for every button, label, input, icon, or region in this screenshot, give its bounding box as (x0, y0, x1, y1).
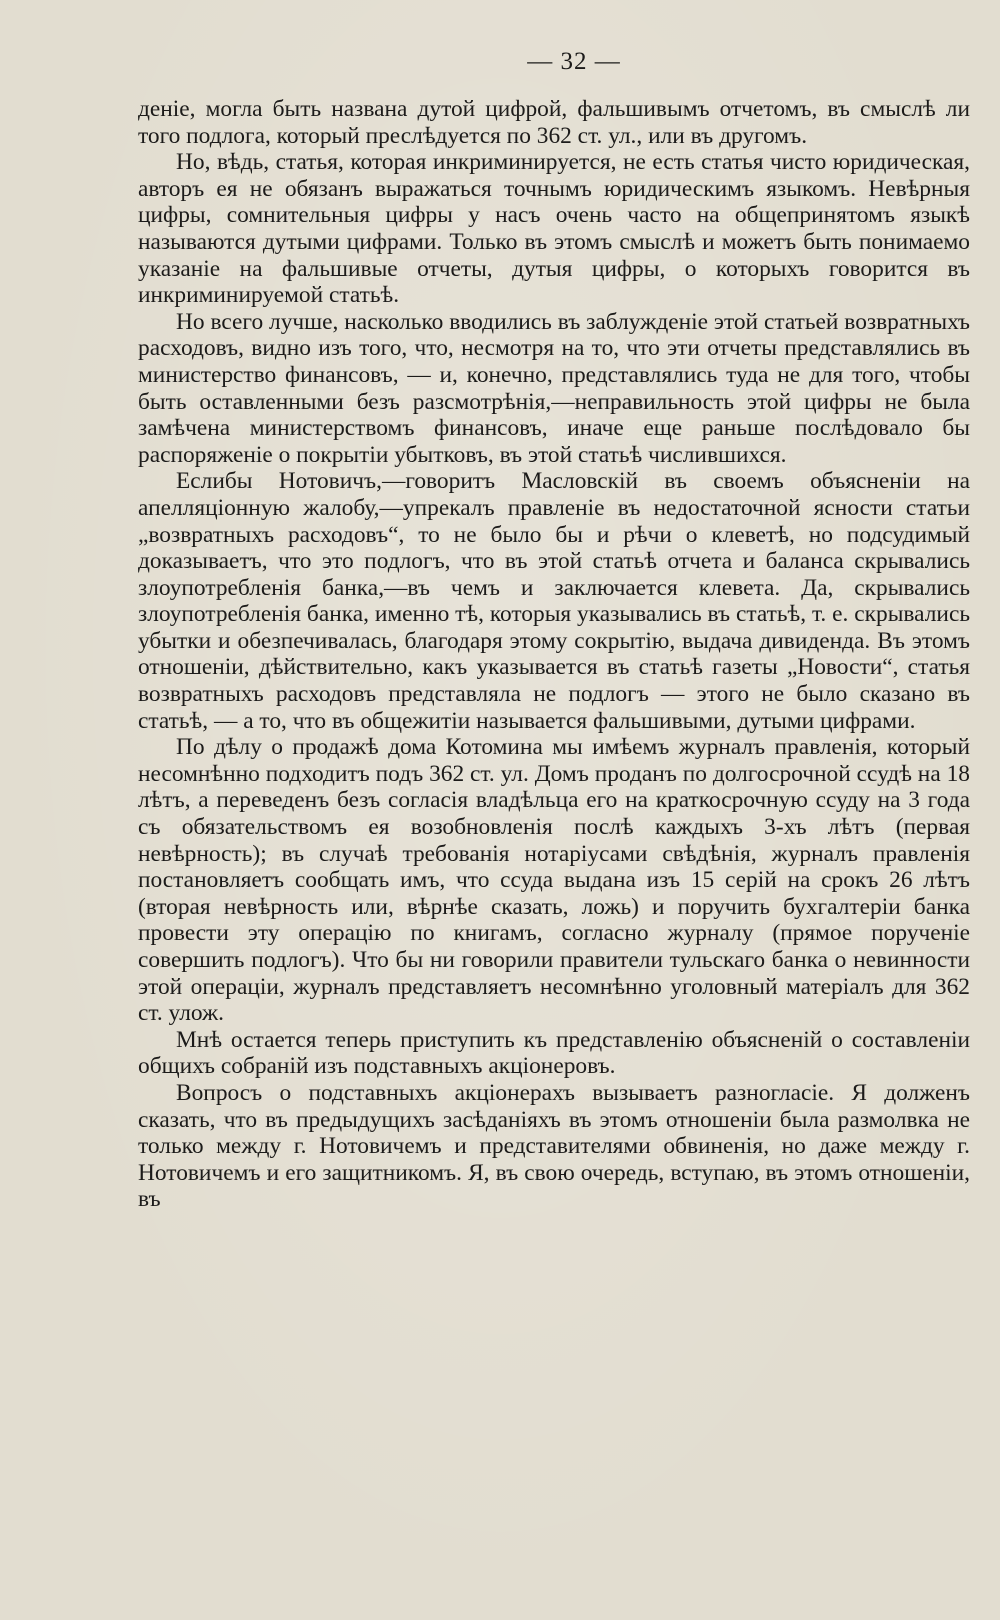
paragraph: По дѣлу о продажѣ дома Котомина мы имѣемъ журналъ правленія, который несомнѣнно подходитъ подъ 362 ст. ул. Домъ проданъ по долгосрочной ссудѣ на 18 лѣтъ, а переведенъ безъ согласія владѣльца его на краткосрочную ссуду на 3 года съ обязательствомъ ея возобновленія послѣ каждыхъ 3-хъ лѣтъ (первая невѣрность); въ случаѣ требованія нотаріусами свѣдѣнія, журналъ правленія постановляетъ сообщать имъ, что ссуда выдана изъ 15 серій на срокъ 26 лѣтъ (вторая невѣрность или, вѣрнѣе сказать, ложь) и поручить бухгалтеріи банка провести эту операцію по книгамъ, согласно журналу (прямое порученіе совершить подлогъ). Что бы ни говорили правители тульскаго банка о невинности этой операціи, журналъ представляетъ несомнѣнно уголовный матеріалъ для 362 ст. улож. (138, 734, 970, 1027)
paragraph: Еслибы Нотовичъ,—говоритъ Масловскій въ своемъ объясненіи на апелляціонную жалобу,—упрекалъ правленіе въ недостаточной ясности статьи „возвратныхъ расходовъ“, то не было бы и рѣчи о клеветѣ, но подсудимый доказываетъ, что это подлогъ, что въ этой статьѣ отчета и баланса скрывались злоупотребленія банка,—въ чемъ и заключается клевета. Да, скрывались злоупотребленія банка, именно тѣ, которыя указывались въ статьѣ, т. е. скрывались убытки и обезпечивалась, благодаря этому сокрытію, выдача дивиденда. Въ этомъ отношеніи, дѣйствительно, какъ указывается въ статьѣ газеты „Новости“, статья возвратныхъ расходовъ представляла не подлогъ — этого не было сказано въ статьѣ, — а то, что въ общежитіи называется фальшивыми, дутыми цифрами. (138, 468, 970, 734)
paragraph: Но, вѣдь, статья, которая инкриминируется, не есть статья чисто юридическая, авторъ ея не обязанъ выражаться точнымъ юридическимъ языкомъ. Невѣрныя цифры, сомнительныя цифры у насъ очень часто на общепринятомъ языкѣ называются дутыми цифрами. Только въ этомъ смыслѣ и можетъ быть понимаемо указаніе на фальшивые отчеты, дутыя цифры, о которыхъ говорится въ инкриминируемой статьѣ. (138, 149, 970, 309)
paragraph: Мнѣ остается теперь приступить къ представленію объясненій о составленіи общихъ собраній изъ подставныхъ акціонеровъ. (138, 1026, 970, 1080)
paragraph: Вопросъ о подставныхъ акціонерахъ вызываетъ разногласіе. Я долженъ сказать, что въ предыдущихъ засѣданіяхъ въ этомъ отношеніи была размолвка не только между г. Нотовичемъ и представителями обвиненія, но даже между г. Нотовичемъ и его защитникомъ. Я, въ свою очередь, вступаю, въ этомъ отношеніи, въ (138, 1079, 970, 1213)
body-text (138, 96, 970, 1213)
paragraph-continuation: деніе, могла быть названа дутой цифрой, фальшивымъ отчетомъ, въ смыслѣ ли того подлога, который преслѣдуется по 362 ст. ул., или въ другомъ. (138, 96, 970, 149)
paragraph: Но всего лучше, насколько вводились въ заблужденіе этой статьей возвратныхъ расходовъ, видно изъ того, что, несмотря на то, что эти отчеты представлялись въ министерство финансовъ, — и, конечно, представлялись туда не для того, чтобы быть оставленными безъ разсмотрѣнія,—неправильность этой цифры не была замѣчена министерствомъ финансовъ, иначе еще раньше послѣдовало бы распоряженіе о покрытіи убытковъ, въ этой статьѣ числившихся. (138, 308, 970, 468)
page-number: — 32 — (527, 48, 621, 75)
